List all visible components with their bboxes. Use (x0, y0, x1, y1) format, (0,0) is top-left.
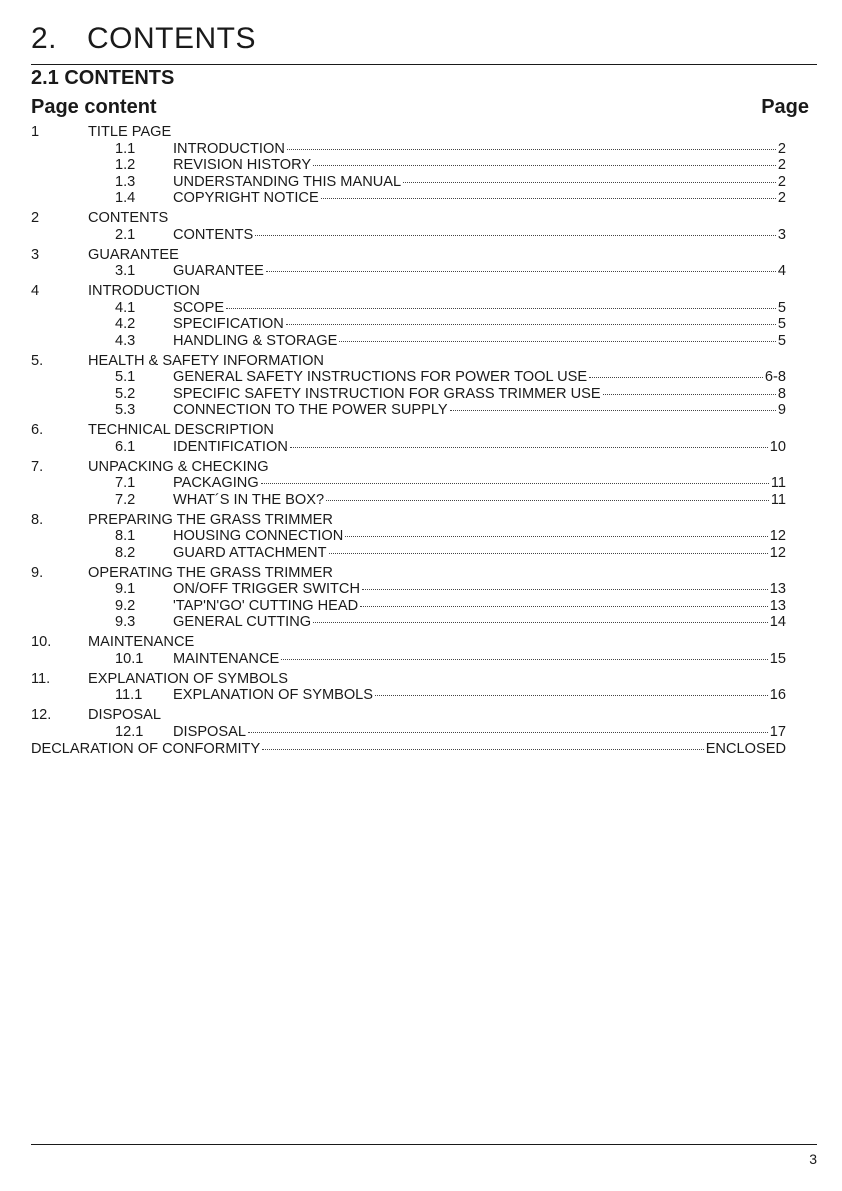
toc-chapter (31, 353, 786, 419)
dot-leader (286, 324, 776, 325)
toc-entry-page: 3 (777, 226, 786, 243)
toc-entry-number: 2.1 (115, 226, 136, 243)
toc-chapter-number: 6. (31, 422, 44, 438)
toc-entry (31, 528, 786, 545)
toc-entry (31, 190, 786, 207)
dot-leader (281, 659, 768, 660)
toc-entry-title: INTRODUCTION (173, 140, 285, 157)
toc-chapter-heading (31, 707, 786, 724)
toc-entry-title: HOUSING CONNECTION (173, 528, 344, 544)
toc-entry-title: REVISION HISTORY (173, 157, 312, 173)
toc-chapter-title: UNPACKING & CHECKING (88, 458, 269, 475)
toc-declaration-title: DECLARATION OF CONFORMITY (31, 741, 261, 757)
dot-leader (589, 377, 763, 378)
chapter-title (31, 22, 256, 56)
toc-entry-title: CONNECTION TO THE POWER SUPPLY (173, 402, 448, 418)
toc-entry-number: 10.1 (115, 650, 144, 667)
toc-entry-number: 9.2 (115, 597, 136, 614)
toc-entry-number: 1.2 (115, 157, 136, 173)
toc-entry-number: 6.1 (115, 438, 136, 455)
dot-leader (248, 732, 768, 733)
toc-entry (31, 333, 786, 350)
column-heading-page: Page (761, 96, 809, 118)
toc-entry-page: 5 (777, 316, 786, 332)
toc-chapter-heading (31, 634, 786, 651)
toc-entry-page: 13 (769, 581, 786, 597)
toc-chapter (31, 422, 786, 455)
toc-entry-title: GUARANTEE (173, 263, 264, 279)
toc-entry-page: 5 (777, 299, 786, 316)
toc-entry-number: 1.4 (115, 190, 136, 206)
toc-chapter-title: TITLE PAGE (88, 124, 172, 140)
toc-entry (31, 227, 786, 244)
toc-entry-title: 'TAP'N'GO' CUTTING HEAD (173, 597, 359, 614)
toc-chapter-number: 7. (31, 458, 44, 475)
toc-chapter-number: 3 (31, 246, 40, 263)
toc-entry-number: 3.1 (115, 263, 136, 279)
column-heading-content: Page content (31, 96, 157, 118)
dot-leader (603, 394, 776, 395)
toc-entry (31, 402, 786, 419)
toc-entry-page: 8 (777, 385, 786, 402)
toc-entry-page: 15 (769, 650, 786, 667)
toc-chapter-heading (31, 353, 786, 370)
dot-leader (450, 410, 776, 411)
toc-chapter-heading (31, 124, 786, 141)
dot-leader (255, 235, 776, 236)
toc-entry-number: 7.1 (115, 475, 136, 491)
toc-entry (31, 439, 786, 456)
toc-entry-title: UNDERSTANDING THIS MANUAL (173, 173, 402, 190)
toc-declaration (31, 741, 786, 758)
toc-declaration-page: ENCLOSED (705, 741, 786, 757)
dot-leader (261, 483, 769, 484)
dot-leader (375, 695, 768, 696)
dot-leader (321, 198, 776, 199)
toc-chapter-number: 2 (31, 210, 40, 226)
toc-chapter-title: OPERATING THE GRASS TRIMMER (88, 564, 333, 581)
toc-entry-page: 17 (769, 723, 786, 740)
toc-chapter (31, 634, 786, 667)
toc-entry-number: 7.2 (115, 491, 136, 508)
toc-entry-title: GUARD ATTACHMENT (173, 544, 327, 561)
toc-entry (31, 545, 786, 562)
toc-chapter-title: INTRODUCTION (88, 283, 200, 299)
toc-entry-title: COPYRIGHT NOTICE (173, 190, 319, 206)
toc-entry-number: 5.2 (115, 385, 136, 402)
toc-chapter-number: 11. (31, 670, 51, 687)
toc-entry (31, 492, 786, 509)
toc-chapter-number: 12. (31, 707, 52, 723)
toc-chapter (31, 124, 786, 207)
toc-chapter-heading (31, 247, 786, 264)
dot-leader (360, 606, 768, 607)
toc-entry-number: 9.3 (115, 614, 136, 630)
toc-entry (31, 174, 786, 191)
toc-entry-title: CONTENTS (173, 226, 254, 243)
toc-entry (31, 651, 786, 668)
toc-entry-title: HANDLING & STORAGE (173, 332, 338, 349)
dot-leader (262, 749, 704, 750)
dot-leader (313, 165, 776, 166)
toc-entry-title: PACKAGING (173, 475, 259, 491)
toc-entry (31, 300, 786, 317)
toc-entry-number: 4.3 (115, 332, 136, 349)
toc-chapter-title: PREPARING THE GRASS TRIMMER (88, 511, 333, 528)
dot-leader (403, 182, 776, 183)
toc-chapter-heading (31, 210, 786, 227)
toc-chapter-heading (31, 422, 786, 439)
chapter-title-text: CONTENTS (87, 22, 256, 55)
dot-leader (329, 553, 768, 554)
toc-entry (31, 316, 786, 333)
toc-chapter-heading (31, 283, 786, 300)
toc-entry-page: 2 (777, 190, 786, 206)
toc-entry (31, 614, 786, 631)
toc-chapter (31, 512, 786, 562)
toc-entry-page: 10 (769, 438, 786, 455)
toc-chapter-number: 5. (31, 352, 44, 369)
toc-entry-number: 9.1 (115, 581, 136, 597)
toc-entry (31, 369, 786, 386)
toc-chapter-number: 1 (31, 124, 40, 140)
toc-entry-title: ON/OFF TRIGGER SWITCH (173, 581, 361, 597)
toc-chapter-number: 10. (31, 634, 52, 650)
dot-leader (345, 536, 768, 537)
toc-chapter (31, 210, 786, 243)
toc-chapter-heading (31, 459, 786, 476)
toc-chapter-number: 9. (31, 564, 44, 581)
toc-chapter-heading (31, 512, 786, 529)
toc-chapter-number: 4 (31, 283, 40, 299)
toc-entry-title: GENERAL CUTTING (173, 614, 312, 630)
toc-chapter-title: MAINTENANCE (88, 634, 195, 650)
chapter-number: 2. (31, 22, 58, 55)
dot-leader (226, 308, 776, 309)
page-number: 3 (809, 1151, 817, 1167)
toc-entry (31, 598, 786, 615)
toc-entry-title: SPECIFIC SAFETY INSTRUCTION FOR GRASS TRIMMER USE (173, 385, 601, 402)
toc-entry-title: SCOPE (173, 299, 225, 316)
dot-leader (339, 341, 776, 342)
toc-entry (31, 475, 786, 492)
toc-entry-page: 2 (777, 140, 786, 157)
toc-entry-number: 12.1 (115, 723, 144, 740)
toc-chapter-heading (31, 565, 786, 582)
toc-entry-number: 5.3 (115, 402, 136, 418)
toc-entry-page: 2 (777, 157, 786, 173)
dot-leader (290, 447, 768, 448)
toc-entry-page: 16 (769, 687, 786, 703)
toc-chapter (31, 565, 786, 631)
toc-entry-number: 1.1 (115, 140, 136, 157)
toc-entry (31, 687, 786, 704)
toc-entry-title: GENERAL SAFETY INSTRUCTIONS FOR POWER TOOL USE (173, 369, 588, 385)
footer-divider (31, 1144, 817, 1145)
toc-entry-number: 8.2 (115, 544, 136, 561)
header-divider (31, 64, 817, 65)
dot-leader (266, 271, 776, 272)
toc-entry (31, 724, 786, 741)
toc-entry-page: 14 (769, 614, 786, 630)
toc-entry-title: WHAT´S IN THE BOX? (173, 491, 325, 508)
toc-chapter-title: HEALTH & SAFETY INFORMATION (88, 352, 324, 369)
toc-entry (31, 141, 786, 158)
toc-entry-page: 4 (777, 263, 786, 279)
toc-entry-page: 9 (777, 402, 786, 418)
toc-entry-title: DISPOSAL (173, 723, 246, 740)
toc-entry-page: 6-8 (764, 369, 786, 385)
toc-entry (31, 157, 786, 174)
toc-entry-number: 4.2 (115, 316, 136, 332)
toc-chapter (31, 283, 786, 349)
toc-entry (31, 263, 786, 280)
dot-leader (313, 622, 768, 623)
toc-entry-number: 1.3 (115, 173, 136, 190)
dot-leader (326, 500, 769, 501)
toc-chapter (31, 459, 786, 509)
toc-chapter-title: TECHNICAL DESCRIPTION (88, 422, 274, 438)
toc-entry-page: 5 (777, 332, 786, 349)
toc-chapter (31, 671, 786, 704)
toc-entry-number: 8.1 (115, 528, 136, 544)
toc-entry (31, 386, 786, 403)
toc-entry-page: 13 (769, 597, 786, 614)
toc-entry-title: EXPLANATION OF SYMBOLS (173, 687, 374, 703)
toc-chapter (31, 247, 786, 280)
toc-chapter-title: EXPLANATION OF SYMBOLS (88, 670, 289, 687)
toc-entry-page: 11 (770, 491, 786, 508)
dot-leader (287, 149, 776, 150)
toc-entry-page: 11 (770, 475, 786, 491)
toc-entry (31, 581, 786, 598)
toc-chapter-title: DISPOSAL (88, 707, 161, 723)
toc-entry-page: 12 (769, 528, 786, 544)
toc-entry-title: IDENTIFICATION (173, 438, 288, 455)
toc-entry-page: 12 (769, 544, 786, 561)
toc-chapter-number: 8. (31, 511, 44, 528)
toc-chapter (31, 707, 786, 740)
section-title: 2.1 CONTENTS (31, 67, 175, 89)
table-of-contents (31, 124, 786, 758)
toc-entry-number: 11.1 (115, 687, 143, 703)
toc-entry-number: 5.1 (115, 369, 136, 385)
toc-chapter-title: GUARANTEE (88, 246, 179, 263)
toc-chapter-heading (31, 671, 786, 688)
toc-entry-title: SPECIFICATION (173, 316, 284, 332)
dot-leader (362, 589, 768, 590)
toc-entry-title: MAINTENANCE (173, 650, 280, 667)
toc-chapter-title: CONTENTS (88, 210, 169, 226)
toc-entry-number: 4.1 (115, 299, 136, 316)
toc-entry-page: 2 (777, 173, 786, 190)
